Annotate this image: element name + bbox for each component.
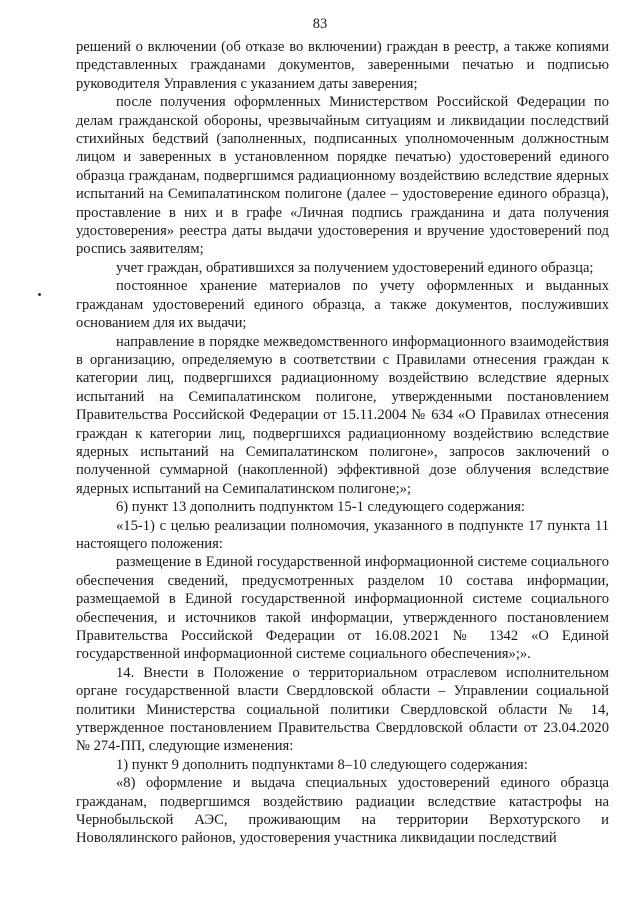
paragraph-continuation: решений о включении (об отказе во включении) граждан в реестр, а также копиями представленных гражданами документов, заверенными печатью и подписью руководителя Управления с указанием даты заверения; <box>76 39 609 92</box>
paragraph-subitem-15-1: «15-1) с целью реализации полномочия, указанного в подпункте 17 пункта 11 настоящего положения: <box>76 517 609 552</box>
paragraph-item-6: 6) пункт 13 дополнить подпунктом 15-1 следующего содержания: <box>116 499 525 516</box>
document-body <box>76 38 609 848</box>
paragraph-citizens-registration: учет граждан, обратившихся за получением удостоверений единого образца; <box>116 259 594 276</box>
scan-speck <box>38 293 41 296</box>
page-number: 83 <box>312 16 328 32</box>
paragraph-subitem-8: «8) оформление и выдача специальных удостоверений единого образца гражданам, подвергшимся воздействию радиации вследствие катастрофы на Чернобыльской АЭС, проживающим на территории Верхотурского и Новолялинского районов, удостоверения участника ликвидации последствий <box>76 775 609 847</box>
paragraph-materials-storage: постоянное хранение материалов по учету оформленных и выданных гражданам удостоверений единого образца, а также документов, послуживших основанием для их выдачи; <box>76 278 609 332</box>
paragraph-interagency-requests: направление в порядке межведомственного информационного взаимодействия в организацию, определяемую в соответствии с Правилами отнесения граждан к категории лиц, подвергшихся радиационному воздействию вследствие ядерных испытаний на Семипалатинском полигоне, утвержденными постановлением Правительства Российской Федерации от 15.11.2004 № 634 «О Правилах отнесения граждан к категории лиц, подвергшихся радиационному воздействию вследствие ядерных испытаний на Семипалатинском полигоне», запросов заключений о полученной суммарной (накопленной) эффективной дозе облучения вследствие ядерных испытаний на Семипалатинском полигоне;»; <box>76 333 609 497</box>
paragraph-egisso-placement: размещение в Единой государственной информационной системе социального обеспечения сведений, предусмотренных разделом 10 состава информации, размещаемой в Единой государственной информационной системе социального обеспечения, и источников такой информации, утвержденного постановлением Правительства Российской Федерации от 16.08.2021 № 1342 «О Единой государственной информационной системе социального обеспечения»;». <box>76 554 609 663</box>
paragraph-item-14: 14. Внести в Положение о территориальном отраслевом исполнительном органе государственной власти Свердловской области – Управлении социальной политики Министерства социальной политики Свердловской области № 14, утвержденное постановлением Правительства Свердловской области от 23.04.2020 № 274-ПП, следующие изменения: <box>76 664 609 755</box>
paragraph-item-9-addition: 1) пункт 9 дополнить подпунктами 8–10 следующего содержания: <box>116 756 528 773</box>
paragraph-certificates-issuance: после получения оформленных Министерством Российской Федерации по делам гражданской обороны, чрезвычайным ситуациям и ликвидации последствий стихийных бедствий (заполненных, подписанных уполномоченным должностным лицом и заверенных в установленном порядке печатью) удостоверений единого образца гражданам, подвергшимся радиационному воздействию вследствие ядерных испытаний на Семипалатинском полигоне (далее – удостоверение единого образца), проставление в них и в графе «Личная подпись гражданина и дата получения удостоверения» реестра даты выдачи удостоверения и вручение удостоверений под роспись заявителям; <box>76 94 609 258</box>
